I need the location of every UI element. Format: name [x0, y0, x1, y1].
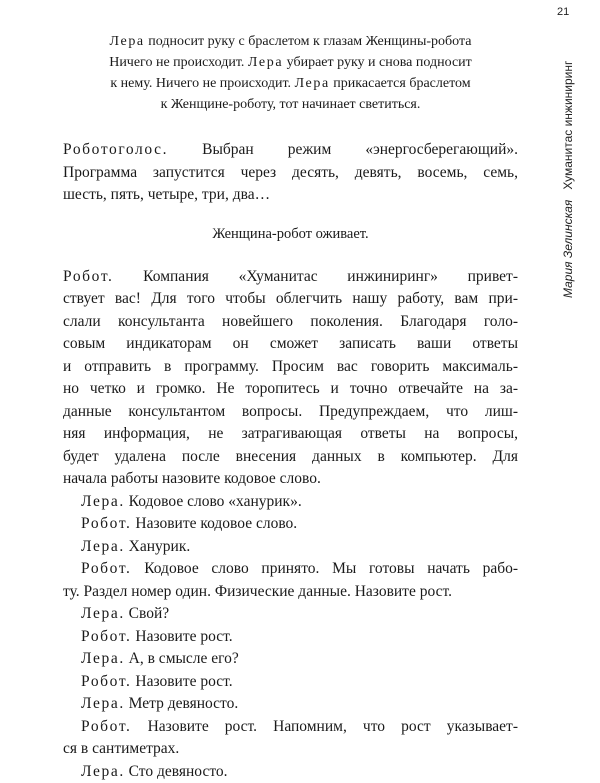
dialogue-line: [63, 558, 518, 581]
line-text: Назовите кодовое слово.: [132, 515, 298, 532]
line-text: Выбран режим «энергосберегающий».: [168, 141, 518, 158]
line-text: Свой?: [125, 605, 169, 622]
line-text: Компания «Хуманитас инжиниринг» привет-: [114, 268, 519, 285]
line-text: начала работы назовите кодовое слово.: [63, 470, 321, 487]
line-text: Метр девяносто.: [125, 695, 238, 712]
line-text: убирает руку и снова подносит: [283, 55, 472, 70]
dialogue-line: [63, 693, 518, 716]
line-text: Назовите рост. Напомним, что рост указывает-: [132, 718, 519, 735]
stage-direction: [63, 31, 518, 115]
speaker-name: Робот.: [81, 628, 132, 645]
paragraph-line: [63, 333, 518, 356]
paragraph-line: [63, 139, 518, 162]
paragraph-line: [63, 162, 518, 185]
dialogue-line: [63, 536, 518, 559]
line-text: шесть, пять, четыре, три, два…: [63, 186, 270, 203]
robot-speech-paragraph: [63, 266, 518, 491]
line-text: Кодовое слово принято. Мы готовы начать рабо-: [132, 560, 519, 577]
dialogue-line: [63, 738, 518, 761]
stage-direction-line: [63, 73, 518, 94]
paragraph-line: [63, 401, 518, 424]
paragraph-line: [63, 288, 518, 311]
line-text: к нему. Ничего не происходит.: [110, 76, 294, 91]
speaker-name: Лера.: [81, 538, 125, 555]
line-text: но четко и громко. Не торопитесь и точно отвечайте на за-: [63, 380, 518, 397]
running-head-author: Мария Зелинская: [561, 200, 575, 298]
dialogue-line: [63, 513, 518, 536]
speaker-name: Лера.: [81, 650, 125, 667]
line-text: к Женщине-роботу, тот начинает светиться.: [161, 97, 421, 112]
dialogue-line: [63, 491, 518, 514]
stage-direction-line: [63, 52, 518, 73]
speaker-name: Лера.: [81, 695, 125, 712]
paragraph-line: [63, 184, 518, 207]
paragraph-line: [63, 446, 518, 469]
dialogue-line: [63, 626, 518, 649]
line-text: данные консультантом вопросы. Предупреждаем, что лиш-: [63, 403, 518, 420]
line-text: А, в смысле его?: [125, 650, 239, 667]
paragraph-line: [63, 468, 518, 491]
running-head-title: Хуманитас инжиниринг: [561, 61, 575, 190]
speaker-name: Лера.: [81, 763, 125, 780]
dialogue-line: [63, 648, 518, 671]
dialogue-line: [63, 761, 518, 783]
line-text: няя информация, не затрагивающая ответы на вопросы,: [63, 425, 518, 442]
speaker-name: Роботоголос.: [63, 141, 168, 158]
running-head: [561, 28, 575, 298]
line-text: прикасается браслетом: [330, 76, 471, 91]
speaker-name: Лера.: [81, 605, 125, 622]
centered-stage-direction: Женщина-робот оживает.: [63, 224, 518, 245]
speaker-name: Робот.: [63, 268, 114, 285]
paragraph-line: [63, 423, 518, 446]
line-text: Ничего не происходит.: [109, 55, 248, 70]
line-text: слали консультанта новейшего поколения. Благодаря голо-: [63, 313, 518, 330]
paragraph-line: [63, 266, 518, 289]
line-text: Сто девяносто.: [125, 763, 228, 780]
dialogue-line: [63, 603, 518, 626]
page-number: 21: [557, 6, 569, 18]
dialogue-line: [63, 671, 518, 694]
line-text: Ханурик.: [125, 538, 190, 555]
line-text: ствует вас! Для того чтобы облегчить нашу работу, вам при-: [63, 290, 518, 307]
speaker-name: Робот.: [81, 560, 132, 577]
dialogue-line: [63, 581, 518, 604]
dialogue: [63, 491, 518, 783]
stage-direction-line: [63, 94, 518, 115]
line-text: Назовите рост.: [132, 628, 233, 645]
paragraph-line: [63, 378, 518, 401]
line-text: и отправить в программу. Просим вас говорить максималь-: [63, 358, 518, 375]
line-text: подносит руку с браслетом к глазам Женщины-робота: [145, 34, 472, 49]
speaker-name: Робот.: [81, 515, 132, 532]
line-text: совым индикаторам он сможет записать ваши ответы: [63, 335, 518, 352]
paragraph-line: [63, 356, 518, 379]
page-text: [63, 31, 518, 783]
speaker-name: Лера: [295, 76, 330, 91]
speaker-name: Лера.: [81, 493, 125, 510]
robovoice-paragraph: [63, 139, 518, 207]
speaker-name: Лера: [248, 55, 283, 70]
stage-direction-line: [63, 31, 518, 52]
line-text: Кодовое слово «ханурик».: [125, 493, 302, 510]
dialogue-line: [63, 716, 518, 739]
line-text: Назовите рост.: [132, 673, 233, 690]
speaker-name: Робот.: [81, 673, 132, 690]
line-text: ся в сантиметрах.: [63, 740, 179, 757]
speaker-name: Лера: [110, 34, 145, 49]
line-text: Программа запустится через десять, девять, восемь, семь,: [63, 164, 518, 181]
line-text: будет удалена после внесения данных в компьютер. Для: [63, 448, 518, 465]
speaker-name: Робот.: [81, 718, 132, 735]
paragraph-line: [63, 311, 518, 334]
line-text: ту. Раздел номер один. Физические данные. Назовите рост.: [63, 583, 452, 600]
